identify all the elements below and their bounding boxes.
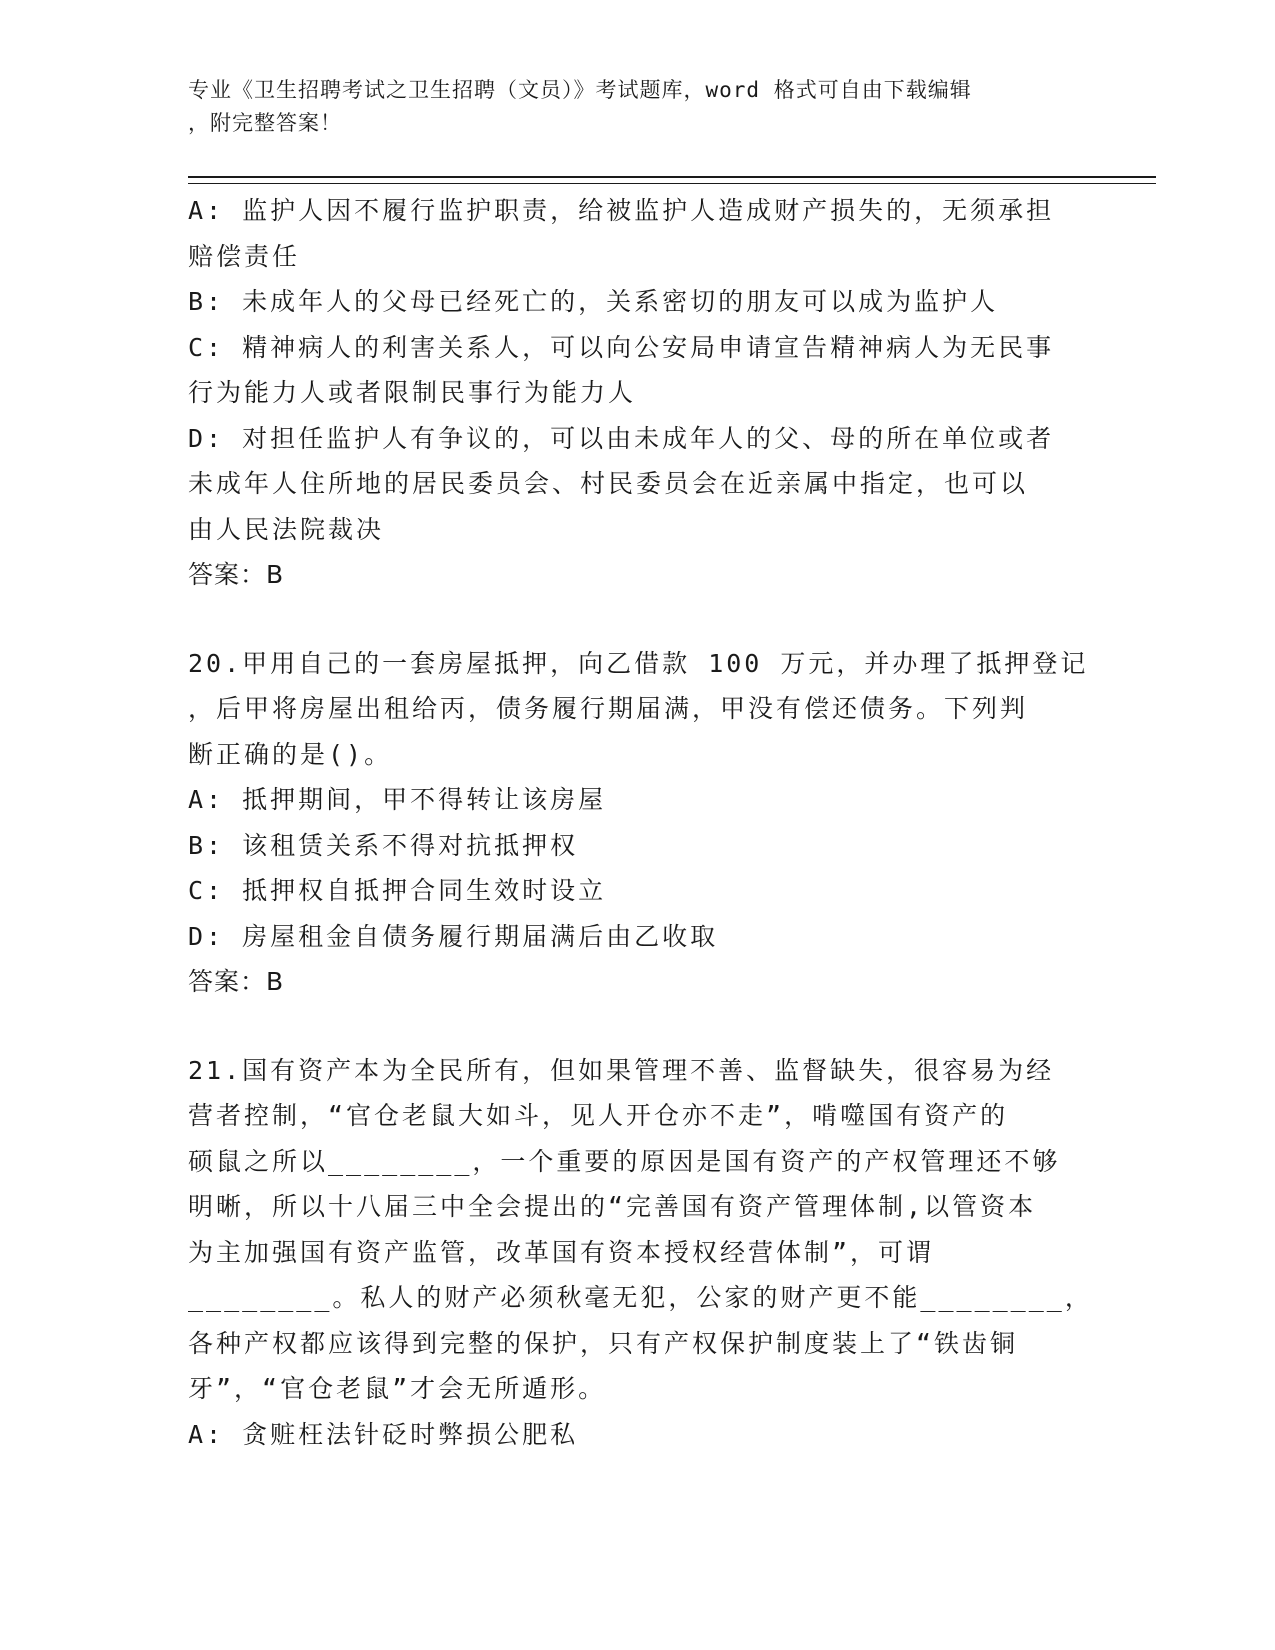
header-line-1: 专业《卫生招聘考试之卫生招聘（文员）》考试题库，word 格式可自由下载编辑	[188, 78, 972, 102]
stem-line-2: ，后甲将房屋出租给丙，债务履行期届满，甲没有偿还债务。下列判	[188, 694, 1029, 723]
stem-line-2: 营者控制，“官仓老鼠大如斗，见人开仓亦不走”，啃噬国有资产的	[188, 1101, 1009, 1130]
option-a: A: 贪赃枉法针砭时弊损公肥私	[188, 1419, 579, 1449]
document-body	[188, 188, 1093, 1457]
stem-line-1: 20.甲用自己的一套房屋抵押，向乙借款 100 万元，并办理了抵押登记	[188, 648, 1089, 678]
stem-line-7: 各种产权都应该得到完整的保护，只有产权保护制度装上了“铁齿铜	[188, 1328, 1019, 1358]
question-stem	[188, 641, 1088, 778]
header-divider-thick	[188, 176, 1156, 178]
option-d-line-3: 由人民法院裁决	[188, 514, 385, 544]
option-a: A: 抵押期间，甲不得转让该房屋	[188, 785, 607, 814]
stem-line-1: 21.国有资产本为全民所有，但如果管理不善、监督缺失，很容易为经	[188, 1055, 1055, 1085]
option-c: C: 抵押权自抵押合同生效时设立	[188, 876, 607, 905]
spacer	[188, 1005, 1088, 1048]
option-a-line-2: 赔偿责任	[188, 241, 301, 271]
previous-question	[188, 188, 1088, 598]
option-d	[188, 416, 1088, 553]
stem-line-3: 断正确的是()。	[188, 739, 393, 769]
option-d-line-1: D: 对担任监护人有争议的，可以由未成年人的父、母的所在单位或者	[188, 423, 1055, 453]
option-c	[188, 325, 1088, 416]
document-header	[188, 74, 1068, 140]
option-a-line-1: A: 监护人因不履行监护职责，给被监护人造成财产损失的，无须承担	[188, 196, 1055, 225]
question-20	[188, 641, 1088, 1005]
option-b	[188, 279, 1088, 325]
question-21	[188, 1048, 1093, 1458]
spacer	[188, 598, 1088, 641]
header-line-2: ，附完整答案！	[188, 111, 342, 135]
stem-line-5: 为主加强国有资产监管，改革国有资本授权经营体制”，可谓	[188, 1237, 935, 1267]
option-a	[188, 188, 1088, 279]
option-c-line-1: C: 精神病人的利害关系人，可以向公安局申请宣告精神病人为无民事	[188, 332, 1055, 362]
answer: 答案：B	[188, 560, 285, 589]
header-divider-thin	[188, 183, 1156, 184]
question-stem	[188, 1048, 1093, 1412]
option-d: D: 房屋租金自债务履行期届满后由乙收取	[188, 921, 719, 951]
stem-line-6: ________。私人的财产必须秋毫无犯，公家的财产更不能________，	[188, 1283, 1093, 1312]
stem-line-4: 明晰，所以十八届三中全会提出的“完善国有资产管理体制,以管资本	[188, 1192, 1037, 1221]
answer: 答案：B	[188, 967, 285, 996]
option-b: B: 该租赁关系不得对抗抵押权	[188, 830, 579, 860]
option-c-line-2: 行为能力人或者限制民事行为能力人	[188, 378, 637, 407]
stem-line-8: 牙”，“官仓老鼠”才会无所遁形。	[188, 1374, 607, 1403]
option-d-line-2: 未成年人住所地的居民委员会、村民委员会在近亲属中指定，也可以	[188, 469, 1029, 498]
option-b-line-1: B: 未成年人的父母已经死亡的，关系密切的朋友可以成为监护人	[188, 287, 999, 316]
stem-line-3: 硕鼠之所以________，一个重要的原因是国有资产的产权管理还不够	[188, 1146, 1061, 1176]
